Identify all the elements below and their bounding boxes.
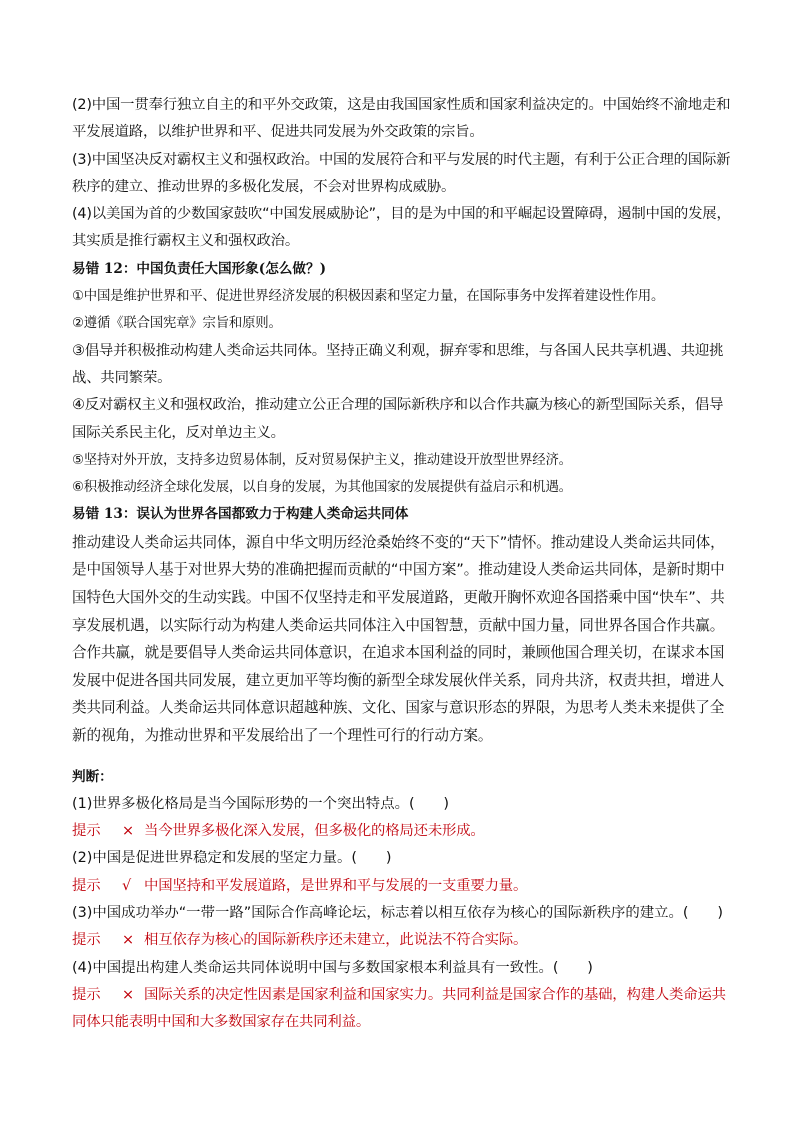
hint-mark: √ [122, 877, 131, 894]
hint-mark: × [122, 932, 134, 949]
judgement-heading: 判断： [72, 768, 113, 785]
judgement-hint [72, 818, 732, 845]
hint-text: 国际关系的决定性因素是国家利益和国家实力。共同利益是国家合作的基础，构建人类命运共同体只能表明中国和大多数国家存在共同利益。 [72, 986, 726, 1031]
spacer [72, 750, 732, 764]
judgement-hint [72, 873, 732, 900]
judgement-item [72, 791, 732, 846]
paragraph-4: (4)以美国为首的少数国家鼓吹“中国发展威胁论”，目的是为中国的和平崛起设置障碍，遏制中国的发展，其实质是推行霸权主义和强权政治。 [72, 206, 731, 250]
judgement-question: (2)中国是促进世界稳定和发展的坚定力量。( ) [72, 850, 392, 867]
hint-label: 提示 [72, 932, 101, 949]
section-12-item: ⑤坚持对外开放，支持多边贸易体制，反对贸易保护主义，推动建设开放型世界经济。 [72, 452, 572, 468]
section-12-item: ⑥积极推动经济全球化发展，以自身的发展，为其他国家的发展提供有益启示和机遇。 [72, 480, 572, 496]
section-12-item: ①中国是维护世界和平、促进世界经济发展的积极因素和坚定力量，在国际事务中发挥着建设性作用。 [72, 289, 665, 305]
hint-mark: × [122, 823, 134, 840]
hint-text: 中国坚持和平发展道路，是世界和平与发展的一支重要力量。 [144, 877, 528, 894]
section-12-heading: 易错 12：中国负责任大国形象(怎么做？) [72, 260, 327, 277]
hint-text: 当今世界多极化深入发展，但多极化的格局还未形成。 [144, 823, 485, 840]
section-12-item: ④反对霸权主义和强权政治，推动建立公正合理的国际新秩序和以合作共赢为核心的新型国际关系，倡导国际关系民主化，反对单边主义。 [72, 397, 724, 441]
judgement-hint [72, 982, 732, 1037]
section-13-heading: 易错 13：误认为世界各国都致力于构建人类命运共同体 [72, 506, 409, 523]
judgement-hint [72, 927, 732, 954]
hint-label: 提示 [72, 823, 101, 840]
judgement-question: (4)中国提出构建人类命运共同体说明中国与多数国家根本利益具有一致性。( ) [72, 959, 593, 976]
section-12-item: ③倡导并积极推动构建人类命运共同体。坚持正确义利观，摒弃零和思维，与各国人民共享机遇、共迎挑战、共同繁荣。 [72, 342, 724, 386]
hint-text: 相互依存为核心的国际新秩序还未建立，此说法不符合实际。 [144, 932, 528, 949]
hint-mark: × [122, 986, 134, 1003]
paragraph-2: (2)中国一贯奉行独立自主的和平外交政策，这是由我国国家性质和国家利益决定的。中国始终不渝地走和平发展道路，以维护世界和平、促进共同发展为外交政策的宗旨。 [72, 97, 731, 141]
judgement-item [72, 845, 732, 900]
hint-label: 提示 [72, 877, 101, 894]
judgement-item [72, 955, 732, 1037]
section-12-item: ②遵循《联合国宪章》宗旨和原则。 [72, 316, 282, 332]
document-page [72, 92, 732, 1036]
judgement-item [72, 900, 732, 955]
hint-label: 提示 [72, 986, 101, 1003]
paragraph-3: (3)中国坚决反对霸权主义和强权政治。中国的发展符合和平与发展的时代主题，有利于公正合理的国际新秩序的建立、推动世界的多极化发展，不会对世界构成威胁。 [72, 151, 731, 195]
judgement-question: (1)世界多极化格局是当今国际形势的一个突出特点。( ) [72, 795, 449, 812]
judgement-question: (3)中国成功举办“一带一路”国际合作高峰论坛，标志着以相互依存为核心的国际新秩序的建立。( ) [72, 904, 723, 921]
section-13-body: 推动建设人类命运共同体，源自中华文明历经沧桑始终不变的“天下”情怀。推动建设人类命运共同体，是中国领导人基于对世界大势的准确把握而贡献的“中国方案”。推动建设人类命运共同体，是新时期中国特色大国外交的生动实践。中国不仅坚持走和平发展道路，更敞开胸怀欢迎各国搭乘中国“快车”、共享发展机遇，以实际行动为构建人类命运共同体注入中国智慧，贡献中国力量，同世界各国合作共赢。合作共赢，就是要倡导人类命运共同体意识，在追求本国利益的同时，兼顾他国合理关切，在谋求本国发展中促进各国共同发展，建立更加平等均衡的新型全球发展伙伴关系，同舟共济，权责共担，增进人类共同利益。人类命运共同体意识超越种族、文化、国家与意识形态的界限，为思考人类未来提供了全新的视角，为推动世界和平发展给出了一个理性可行的行动方案。 [72, 533, 725, 744]
